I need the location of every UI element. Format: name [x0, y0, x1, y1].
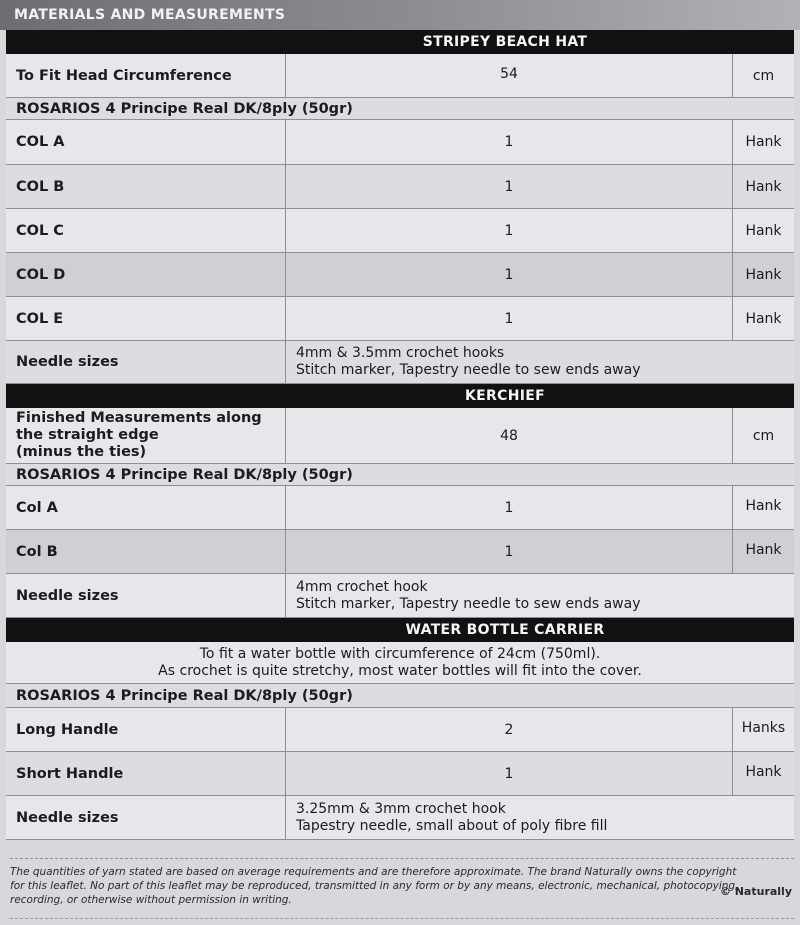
row-value: 48 — [286, 408, 733, 463]
needle-row — [6, 341, 794, 384]
yarn-label: ROSARIOS 4 Principe Real DK/8ply (50gr) — [16, 687, 353, 704]
table-row — [6, 408, 794, 464]
row-value: 1 — [286, 486, 733, 529]
row-value: 2 — [286, 708, 733, 751]
row-label: COL A — [6, 120, 286, 164]
row-value: 1 — [286, 120, 733, 164]
yarn-row — [6, 684, 794, 708]
footer-line: recording, or otherwise without permission in writing. — [10, 894, 292, 906]
label-line: (minus the ties) — [16, 444, 147, 460]
footer-line: The quantities of yarn stated are based on average requirements and are therefore approximate. The brand Naturally owns the copyright — [10, 866, 737, 878]
yarn-label: ROSARIOS 4 Principe Real DK/8ply (50gr) — [16, 100, 353, 117]
needle-notes — [286, 574, 794, 617]
needle-line: 4mm crochet hook — [296, 578, 428, 595]
row-unit: cm — [752, 427, 775, 444]
section-header-hat: STRIPEY BEACH HAT — [6, 30, 794, 54]
row-label: Needle sizes — [6, 574, 286, 617]
row-label: COL D — [6, 253, 286, 296]
yarn-row — [6, 464, 794, 486]
page-title: MATERIALS AND MEASUREMENTS — [0, 0, 800, 30]
row-unit: Hank — [745, 310, 782, 327]
row-unit: cm — [752, 67, 775, 84]
row-unit: Hank — [745, 178, 782, 195]
yarn-label: ROSARIOS 4 Principe Real DK/8ply (50gr) — [16, 466, 353, 483]
section-header-carrier: WATER BOTTLE CARRIER — [6, 618, 794, 642]
table-row — [6, 120, 794, 165]
table-row — [6, 297, 794, 341]
row-label: To Fit Head Circumference — [6, 54, 286, 97]
needle-line: Stitch marker, Tapestry needle to sew ends away — [296, 362, 641, 378]
table-row — [6, 54, 794, 98]
row-unit: Hank — [745, 764, 782, 780]
yarn-row — [6, 98, 794, 120]
needle-notes — [286, 796, 794, 839]
materials-table — [6, 30, 794, 840]
label-line: Finished Measurements along — [16, 410, 262, 426]
table-row — [6, 209, 794, 253]
row-value: 1 — [286, 752, 733, 795]
row-value: 1 — [286, 530, 733, 573]
note-row — [6, 642, 794, 684]
needle-row — [6, 574, 794, 618]
row-unit: Hank — [745, 134, 782, 150]
row-label: Col A — [6, 486, 286, 529]
row-label: Long Handle — [6, 708, 286, 751]
table-row — [6, 708, 794, 752]
table-row — [6, 530, 794, 574]
row-value: 1 — [286, 165, 733, 208]
row-value: 1 — [286, 253, 733, 296]
table-row — [6, 253, 794, 297]
row-label: COL C — [6, 209, 286, 252]
needle-notes — [286, 341, 794, 383]
row-label: Col B — [6, 530, 286, 573]
footer-line: for this leaflet. No part of this leaflet may be reproduced, transmitted in any form or by any means, electronic, mechanical, photocopying, — [10, 880, 739, 892]
note-line: As crochet is quite stretchy, most water bottles will fit into the cover. — [158, 662, 642, 679]
needle-line: 4mm & 3.5mm crochet hooks — [296, 345, 505, 361]
row-value: 54 — [286, 54, 733, 97]
row-value: 1 — [286, 209, 733, 252]
table-row — [6, 165, 794, 209]
table-row — [6, 752, 794, 796]
table-row — [6, 486, 794, 530]
row-label: COL B — [6, 165, 286, 208]
needle-row — [6, 796, 794, 840]
note-line: To fit a water bottle with circumference of 24cm (750ml). — [199, 645, 601, 662]
needle-line: 3.25mm & 3mm crochet hook — [296, 800, 506, 817]
row-unit: Hank — [745, 498, 782, 514]
carrier-note — [6, 642, 794, 683]
label-line: the straight edge — [16, 427, 159, 443]
row-label: Short Handle — [6, 752, 286, 795]
needle-line: Tapestry needle, small about of poly fibre fill — [296, 817, 608, 834]
row-unit: Hank — [745, 266, 782, 283]
copyright-footer — [10, 858, 794, 907]
brand-mark: © Naturally — [719, 885, 792, 898]
needle-line: Stitch marker, Tapestry needle to sew ends away — [296, 595, 641, 612]
row-value: 1 — [286, 297, 733, 340]
row-label: Needle sizes — [6, 341, 286, 383]
section-header-kerchief: KERCHIEF — [6, 384, 794, 408]
divider — [10, 918, 794, 919]
row-label: Needle sizes — [6, 796, 286, 839]
row-unit: Hanks — [741, 720, 786, 736]
row-label: COL E — [6, 297, 286, 340]
row-unit: Hank — [745, 222, 782, 239]
row-label — [6, 408, 286, 463]
row-unit: Hank — [745, 542, 782, 558]
